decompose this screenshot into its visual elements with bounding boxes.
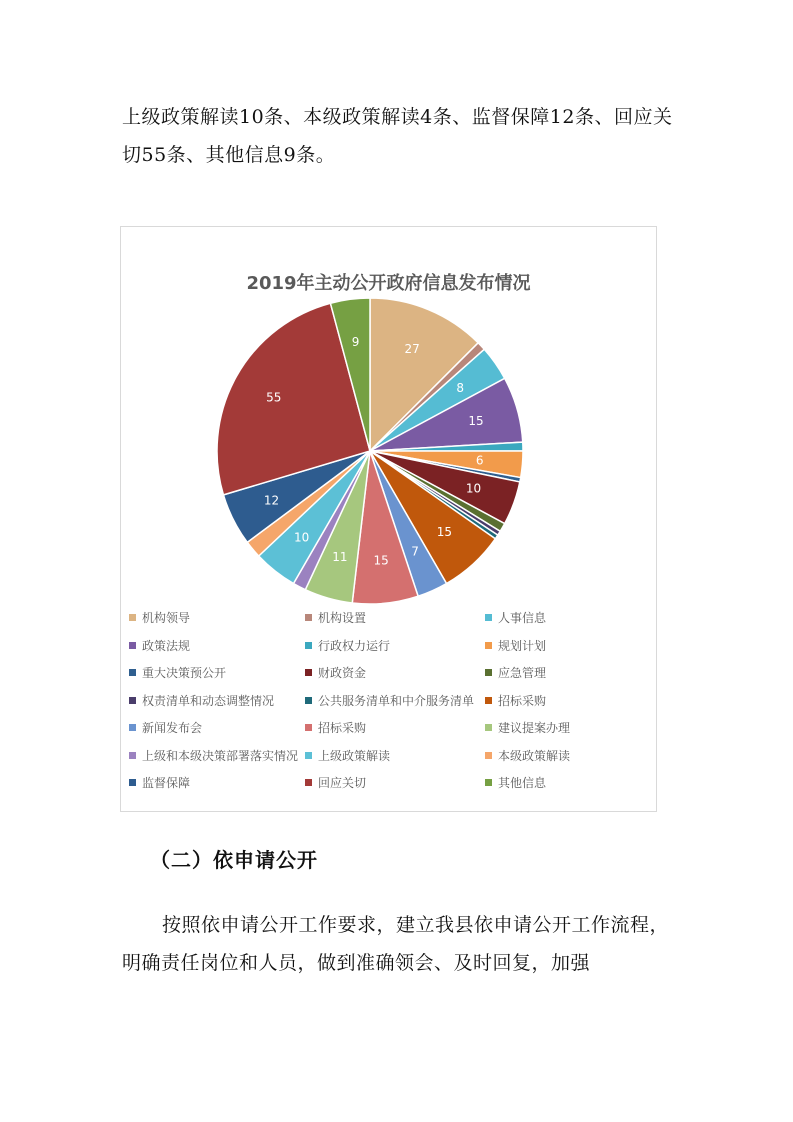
legend-item-3 [129, 637, 190, 654]
legend-item-0 [129, 609, 190, 626]
legend-swatch [305, 614, 312, 621]
legend-item-11 [485, 692, 546, 709]
legend-swatch [305, 752, 312, 759]
legend-item-15 [129, 747, 298, 764]
legend-label: 招标采购 [318, 721, 367, 735]
legend-label: 财政资金 [318, 666, 367, 680]
legend-label: 人事信息 [498, 611, 547, 625]
paragraph-application: 按照依申请公开工作要求，建立我县依申请公开工作流程，明确责任岗位和人员，做到准确领会、及时回复，加强 [122, 914, 670, 974]
legend-label: 机构设置 [318, 611, 367, 625]
legend-swatch [129, 614, 136, 621]
legend-item-8 [485, 664, 546, 681]
legend-label: 上级政策解读 [318, 748, 391, 763]
legend-item-12 [129, 719, 202, 736]
legend-label: 公共服务清单和中介服务清单 [318, 693, 475, 708]
legend-item-9 [129, 692, 274, 709]
legend-swatch [485, 642, 492, 649]
legend-label: 重大决策预公开 [142, 666, 227, 680]
legend-item-7 [305, 664, 366, 681]
legend-label: 招标采购 [498, 693, 547, 708]
pie-slice-label-11: 15 [436, 525, 453, 540]
legend-item-16 [305, 747, 390, 764]
pie-slice-label-3: 15 [468, 413, 484, 428]
legend-item-14 [485, 719, 570, 736]
legend-swatch [485, 779, 492, 786]
legend-swatch [129, 779, 136, 786]
legend-label: 规划计划 [498, 638, 547, 653]
pie-slice-label-19: 55 [266, 390, 282, 405]
legend-label: 上级和本级决策部署落实情况 [142, 748, 299, 763]
legend-swatch [305, 724, 312, 731]
pie-slice-label-2: 8 [456, 380, 465, 395]
legend-label: 监督保障 [142, 776, 191, 790]
legend-swatch [485, 724, 492, 731]
legend-swatch [485, 697, 492, 704]
legend-swatch [305, 669, 312, 676]
legend-item-4 [305, 637, 390, 654]
pie-slice-label-18: 12 [263, 493, 280, 508]
legend-item-13 [305, 719, 366, 736]
pie-slice-label-13: 15 [373, 553, 389, 568]
legend-swatch [129, 752, 136, 759]
legend-label: 新闻发布会 [142, 721, 203, 735]
legend-swatch [305, 642, 312, 649]
legend-item-18 [129, 774, 190, 791]
legend-item-5 [485, 637, 546, 654]
legend-label: 其他信息 [498, 776, 547, 790]
legend-item-6 [129, 664, 226, 681]
legend-label: 回应关切 [318, 776, 367, 790]
pie-slice-label-12: 7 [411, 544, 419, 559]
legend-swatch [129, 724, 136, 731]
pie-slice-label-20: 9 [351, 334, 360, 349]
legend-swatch [305, 697, 312, 704]
legend-label: 政策法规 [142, 638, 191, 653]
pie-slice-label-5: 6 [475, 453, 484, 468]
pie-chart-panel [120, 226, 657, 812]
legend-swatch [129, 669, 136, 676]
pie-slice-label-0: 27 [404, 342, 420, 357]
legend-swatch [305, 779, 312, 786]
pie-chart [121, 227, 656, 607]
legend-item-2 [485, 609, 546, 626]
legend-item-17 [485, 747, 570, 764]
legend-item-1 [305, 609, 366, 626]
legend-item-19 [305, 774, 366, 791]
pie-slice-label-16: 10 [294, 530, 310, 545]
legend-swatch [485, 669, 492, 676]
pie-slice-label-7: 10 [465, 481, 482, 496]
legend-item-20 [485, 774, 546, 791]
legend-label: 机构领导 [142, 611, 191, 625]
section-heading: （二）依申请公开 [150, 848, 318, 872]
legend-item-10 [305, 692, 474, 709]
chart-title: 2019年主动公开政府信息发布情况 [246, 273, 531, 294]
legend-label: 本级政策解读 [498, 748, 571, 763]
legend-label: 应急管理 [498, 666, 547, 680]
legend-label: 权责清单和动态调整情况 [142, 693, 275, 708]
legend-label: 建议提案办理 [498, 721, 571, 735]
legend-label: 行政权力运行 [318, 638, 391, 653]
paragraph-intro: 上级政策解读10条、本级政策解读4条、监督保障12条、回应关切55条、其他信息9条。 [122, 106, 673, 166]
legend-swatch [485, 752, 492, 759]
legend-swatch [129, 642, 136, 649]
pie-slice-label-14: 11 [332, 549, 348, 564]
legend-swatch [129, 697, 136, 704]
legend-swatch [485, 614, 492, 621]
